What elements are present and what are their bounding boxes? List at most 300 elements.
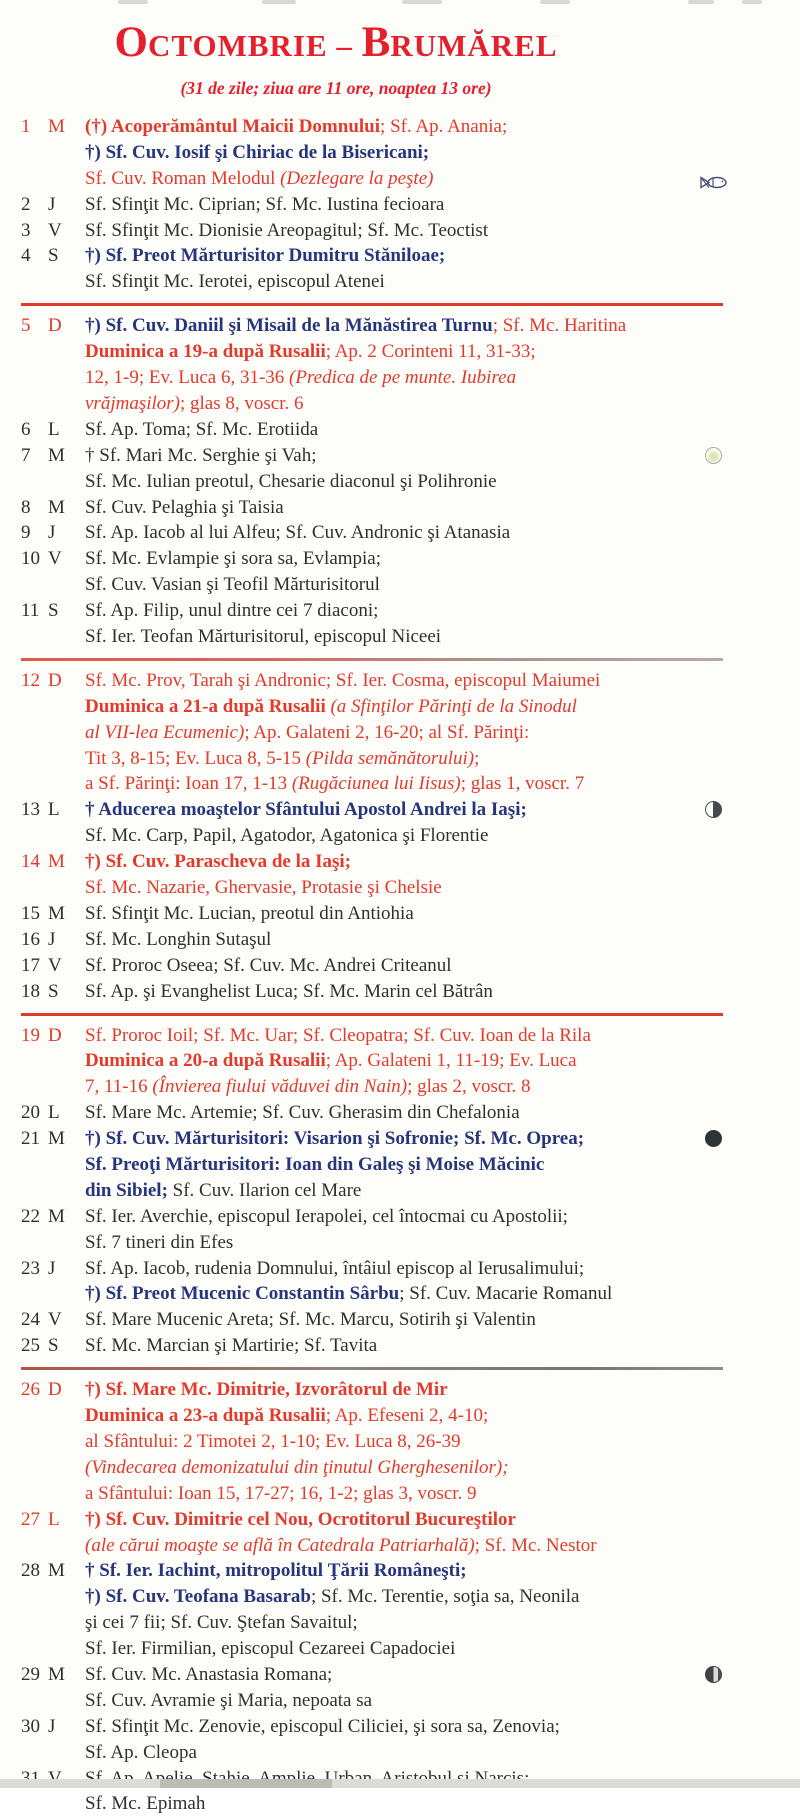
text-segment: al VII-lea Ecumenic)	[85, 721, 245, 743]
day-label	[0, 1307, 85, 1333]
text-segment: ; Ap. 2 Corinteni 11, 31-33;	[325, 341, 536, 363]
text-segment: Sf. Proroc Ioil; Sf. Mc. Uar; Sf. Cleopatra; Sf. Cuv. Ioan de la Rila	[85, 1024, 591, 1046]
calendar-row-4	[0, 243, 800, 295]
day-label	[0, 243, 85, 295]
text-segment: (ale cărui moaşte se află în Catedrala Patriarhală)	[85, 1534, 475, 1556]
text-segment: (Vindecarea demonizatului din ţinutul Gherghesenilor);	[85, 1456, 509, 1478]
text-segment: Sf. Mc. Nazarie, Ghervasie, Protasie şi Chelsie	[85, 877, 442, 899]
weekday-letter: V	[48, 954, 62, 976]
day-number: 21	[21, 1128, 40, 1150]
scan-dash	[540, 0, 570, 4]
entry-line	[85, 495, 800, 521]
calendar-row-19	[0, 1023, 800, 1101]
text-segment: a Sfântului: Ioan 15, 17-27; 16, 1-2; glas 3, voscr. 9	[85, 1482, 477, 1504]
weekday-letter: S	[48, 1335, 59, 1357]
entry-line	[85, 823, 800, 849]
calendar-row-27	[0, 1507, 800, 1559]
text-segment: †) Sf. Preot Mărturisitor Dumitru Stăniloae;	[85, 245, 446, 267]
text-segment: †) Sf. Cuv. Mărturisitori: Visarion şi Sofronie; Sf. Mc. Oprea;	[85, 1128, 585, 1150]
entry-line	[85, 1023, 800, 1049]
entry-line	[85, 218, 800, 244]
text-segment: †) Sf. Cuv. Dimitrie cel Nou, Ocrotitorul Bucureştilor	[85, 1508, 516, 1530]
text-segment: Sf. Mc. Carp, Papil, Agatodor, Agatonica şi Florentie	[85, 825, 489, 847]
text-segment: ;	[492, 315, 503, 337]
weekday-letter: S	[48, 600, 59, 622]
text-segment: 12, 1-9; Ev. Luca 6, 31-36	[85, 367, 290, 389]
text-segment: 7, 11-16	[85, 1076, 153, 1098]
entry-line	[85, 339, 800, 365]
text-segment: ;	[474, 747, 480, 769]
text-segment: Sf. Mc. Haritina	[502, 315, 627, 337]
fish-icon	[699, 172, 729, 187]
entry-lines	[85, 1662, 800, 1714]
day-label	[0, 546, 85, 598]
entry-line	[85, 1610, 800, 1636]
entry-line	[85, 114, 800, 140]
scan-dash	[262, 0, 296, 4]
separator-line	[21, 658, 723, 661]
text-segment: (Învierea fiului văduvei din Nain)	[152, 1076, 408, 1098]
entry-line	[85, 1636, 800, 1662]
text-segment: Sf. Cuv. Roman Melodul	[85, 167, 281, 189]
entry-lines	[85, 1126, 800, 1204]
weekday-letter: V	[48, 548, 62, 570]
entry-line	[85, 1074, 800, 1100]
day-label	[0, 668, 85, 797]
text-segment: Sf. Cuv. Ilarion cel Mare	[167, 1179, 362, 1201]
title-dash: –	[327, 28, 362, 63]
text-segment: (Predica de pe munte. Iubirea	[289, 367, 517, 389]
text-segment: Sf. Mare Mucenic Areta; Sf. Mc. Marcu, Sotirih şi Valentin	[85, 1309, 536, 1331]
entry-line	[85, 166, 800, 192]
entry-line	[85, 720, 800, 746]
day-label	[0, 901, 85, 927]
text-segment: Sf. Ap. Iacob, rudenia Domnului, întâiul episcop al Ierusalimului;	[85, 1257, 585, 1279]
weekday-letter: M	[48, 1663, 65, 1685]
entry-line	[85, 140, 800, 166]
day-label	[0, 797, 85, 849]
day-number: 7	[21, 444, 31, 466]
calendar-row-3	[0, 218, 800, 244]
day-number: 14	[21, 851, 40, 873]
weekday-letter: L	[48, 1102, 60, 1124]
calendar-row-21	[0, 1126, 800, 1204]
scan-dash	[160, 1779, 332, 1788]
entry-line	[85, 1455, 800, 1481]
day-label	[0, 495, 85, 521]
scan-dash	[402, 0, 442, 4]
entry-lines	[85, 1714, 800, 1766]
text-segment: Sf. Mare Mc. Artemie; Sf. Cuv. Gherasim din Chefalonia	[85, 1102, 520, 1124]
entry-lines	[85, 797, 800, 849]
text-segment: Sf. Sfinţit Mc. Ciprian; Sf. Mc. Iustina fecioara	[85, 193, 445, 215]
entry-lines	[85, 598, 800, 650]
entry-line	[85, 1048, 800, 1074]
weekday-letter: M	[48, 902, 65, 924]
title-text: CTOMBRIE	[147, 28, 328, 63]
calendar-row-11	[0, 598, 800, 650]
entry-line	[85, 1307, 800, 1333]
day-label	[0, 1100, 85, 1126]
day-label	[0, 313, 85, 417]
text-segment: Duminica a 21-a după Rusalii	[85, 695, 331, 717]
page-header	[0, 0, 672, 99]
weekday-letter: J	[48, 1257, 56, 1279]
weekday-letter: J	[48, 928, 56, 950]
calendar-row-7	[0, 443, 800, 495]
entry-line	[85, 192, 800, 218]
entry-line	[85, 443, 800, 469]
text-segment: Duminica a 19-a după Rusalii	[85, 341, 326, 363]
text-segment: Sf. Sfinţit Mc. Ierotei, episcopul Atenei	[85, 271, 385, 293]
entry-lines	[85, 443, 800, 495]
text-segment: †) Sf. Cuv. Daniil şi Misail de la Mănăstirea Turnu	[85, 315, 493, 337]
calendar-row-6	[0, 417, 800, 443]
entry-line	[85, 797, 800, 823]
entry-lines	[85, 927, 800, 953]
entry-line	[85, 1100, 800, 1126]
text-segment: Sf. Ap. Iacob al lui Alfeu; Sf. Cuv. Andronic şi Atanasia	[85, 522, 511, 544]
text-segment: Sf. Ap. Filip, unul dintre cei 7 diaconi;	[85, 600, 379, 622]
calendar-row-15	[0, 901, 800, 927]
entry-lines	[85, 520, 800, 546]
day-number: 26	[21, 1379, 40, 1401]
day-label	[0, 443, 85, 495]
entry-line	[85, 469, 800, 495]
day-label	[0, 1766, 85, 1817]
entry-line	[85, 694, 800, 720]
separator-line	[21, 303, 723, 306]
text-segment: Sf. Preoţi Mărturisitori: Ioan din Galeş şi Moise Măcinic	[85, 1154, 545, 1175]
day-label	[0, 979, 85, 1005]
weekday-letter: D	[48, 1024, 62, 1046]
weekday-letter: L	[48, 799, 60, 821]
calendar-row-29	[0, 1662, 800, 1714]
entry-lines	[85, 1333, 800, 1359]
text-segment: Duminica a 23-a după Rusalii	[85, 1405, 326, 1427]
entry-lines	[85, 1507, 800, 1559]
text-segment: †) Sf. Cuv. Teofana Basarab	[85, 1586, 311, 1608]
day-number: 20	[21, 1102, 40, 1124]
month-subtitle: (31 de zile; ziua are 11 ore, noaptea 13 ore)	[180, 78, 492, 98]
entry-lines	[85, 668, 800, 797]
calendar-row-8	[0, 495, 800, 521]
text-segment: Sf. Cuv. Pelaghia şi Taisia	[85, 496, 284, 518]
entry-line	[85, 1204, 800, 1230]
day-number: 9	[21, 522, 31, 544]
entry-line	[85, 1230, 800, 1256]
text-segment: Sf. Cuv. Avramie şi Maria, nepoata sa	[85, 1689, 373, 1711]
text-segment: ; Ap. Galateni 2, 16-20; al Sf. Părinţi:	[244, 721, 530, 743]
weekday-letter: L	[48, 418, 60, 440]
text-segment: Sf. Sfinţit Mc. Dionisie Areopagitul; Sf. Mc. Teoctist	[85, 219, 489, 241]
text-segment: † Sf. Mari Mc. Serghie şi Vah;	[85, 444, 317, 466]
day-number: 19	[21, 1024, 40, 1046]
separator-line	[21, 1013, 723, 1016]
calendar-row-30	[0, 1714, 800, 1766]
calendar-row-16	[0, 927, 800, 953]
weekday-letter: J	[48, 522, 56, 544]
scan-dash	[688, 0, 714, 4]
calendar-row-18	[0, 979, 800, 1005]
text-segment: (Rugăciunea lui Iisus)	[291, 773, 461, 795]
title-text: RUMĂREL	[390, 28, 558, 63]
day-label	[0, 417, 85, 443]
day-number: 1	[21, 116, 31, 137]
day-number: 25	[21, 1335, 40, 1357]
calendar-row-12	[0, 668, 800, 797]
weekday-letter: M	[48, 444, 65, 466]
day-number: 12	[21, 669, 40, 691]
text-segment: a Sf. Părinţi: Ioan 17, 1-13	[85, 773, 292, 795]
weekday-letter: D	[48, 315, 62, 337]
calendar-row-31	[0, 1766, 800, 1817]
day-label	[0, 1558, 85, 1662]
day-number: 23	[21, 1257, 40, 1279]
weekday-letter: D	[48, 1379, 62, 1401]
entry-line	[85, 1714, 800, 1740]
day-number: 4	[21, 245, 31, 267]
day-number: 3	[21, 219, 31, 241]
entry-lines	[85, 1766, 800, 1817]
weekday-letter: V	[48, 1309, 62, 1331]
title-initial: B	[361, 19, 391, 66]
calendar-row-28	[0, 1558, 800, 1662]
text-segment: ; Sf. Cuv. Macarie Romanul	[399, 1283, 613, 1305]
text-segment: ; glas 8, voscr. 6	[180, 392, 304, 414]
entry-lines	[85, 1100, 800, 1126]
entry-line	[85, 313, 800, 339]
day-number: 8	[21, 496, 31, 518]
weekday-letter: J	[48, 1715, 56, 1737]
calendar-row-2	[0, 192, 800, 218]
entry-line	[85, 520, 800, 546]
day-label	[0, 1333, 85, 1359]
text-segment: al Sfântului: 2 Timotei 2, 1-10; Ev. Luca 8, 26-39	[85, 1430, 461, 1452]
calendar-row-23	[0, 1256, 800, 1308]
entry-lines	[85, 979, 800, 1005]
text-segment: (Pilda semănătorului)	[305, 747, 475, 769]
text-segment: Sf. 7 tineri din Efes	[85, 1231, 234, 1253]
entry-lines	[85, 1307, 800, 1333]
entry-line	[85, 953, 800, 979]
entry-lines	[85, 1377, 800, 1506]
text-segment: ; Sf. Mc. Terentie, soţia sa, Neonila	[310, 1586, 580, 1608]
day-number: 27	[21, 1508, 40, 1530]
weekday-letter: V	[48, 219, 62, 241]
day-number: 16	[21, 928, 40, 950]
calendar-row-14	[0, 849, 800, 901]
calendar-row-1	[0, 114, 800, 192]
weekday-letter: D	[48, 669, 62, 691]
text-segment: Sf. Ap. Anania;	[390, 116, 508, 137]
text-segment: Sf. Sfinţit Mc. Zenovie, episcopul Ciliciei, şi sora sa, Zenovia;	[85, 1715, 560, 1737]
day-label	[0, 598, 85, 650]
text-segment: Sf. Ier. Firmilian, episcopul Cezareei Capadociei	[85, 1638, 456, 1660]
day-number: 13	[21, 799, 40, 821]
moon-last-icon	[705, 1666, 722, 1683]
entry-line	[85, 1281, 800, 1307]
entry-line	[85, 1377, 800, 1403]
day-number: 10	[21, 548, 40, 570]
text-segment: †) Sf. Preot Mucenic Constantin Sârbu	[85, 1283, 400, 1305]
calendar-row-5	[0, 313, 800, 417]
entry-lines	[85, 313, 800, 417]
text-segment: Sf. Mc. Marcian şi Martirie; Sf. Tavita	[85, 1335, 378, 1357]
entry-line	[85, 1584, 800, 1610]
entry-line	[85, 243, 800, 269]
text-segment: ; Ap. Galateni 1, 11-19; Ev. Luca	[325, 1050, 577, 1072]
text-segment: Sf. Cuv. Mc. Anastasia Romana;	[85, 1663, 333, 1685]
day-label	[0, 520, 85, 546]
entry-lines	[85, 114, 800, 192]
entry-line	[85, 624, 800, 650]
scan-artifact-bottom	[0, 1779, 800, 1788]
entry-line	[85, 1740, 800, 1766]
day-label	[0, 1204, 85, 1256]
text-segment: Sf. Ier. Averchie, episcopul Ierapolei, cel întocmai cu Apostolii;	[85, 1205, 568, 1227]
entry-line	[85, 1507, 800, 1533]
entry-line	[85, 901, 800, 927]
text-segment: Duminica a 20-a după Rusalii	[85, 1050, 326, 1072]
scan-dash	[742, 0, 762, 4]
text-segment: Sf. Ap. Toma; Sf. Mc. Erotiida	[85, 418, 319, 440]
entry-lines	[85, 1558, 800, 1662]
moon-first-icon	[705, 801, 722, 818]
day-number: 29	[21, 1663, 40, 1685]
text-segment: †) Sf. Cuv. Parascheva de la Iaşi;	[85, 851, 351, 873]
text-segment: (a Sfinţilor Părinţi de la Sinodul	[330, 695, 577, 717]
calendar-row-10	[0, 546, 800, 598]
entry-line	[85, 849, 800, 875]
text-segment: Sf. Cuv. Vasian şi Teofil Mărturisitorul	[85, 574, 380, 596]
entry-lines	[85, 1256, 800, 1308]
day-label	[0, 1662, 85, 1714]
calendar-row-17	[0, 953, 800, 979]
weekday-letter: J	[48, 193, 56, 215]
day-label	[0, 114, 85, 192]
day-label	[0, 1714, 85, 1766]
text-segment: Sf. Sfinţit Mc. Lucian, preotul din Antiohia	[85, 902, 414, 924]
weekday-letter: M	[48, 851, 65, 873]
calendar-row-22	[0, 1204, 800, 1256]
day-label	[0, 1023, 85, 1101]
text-segment: Sf. Proroc Oseea; Sf. Cuv. Mc. Andrei Criteanul	[85, 954, 452, 976]
entry-lines	[85, 1023, 800, 1101]
entry-line	[85, 417, 800, 443]
entry-lines	[85, 953, 800, 979]
moon-new-icon	[705, 447, 722, 464]
day-label	[0, 1256, 85, 1308]
day-label	[0, 218, 85, 244]
entry-line	[85, 1688, 800, 1714]
text-segment: şi cei 7 fii; Sf. Cuv. Ştefan Savaitul;	[85, 1612, 358, 1634]
weekday-letter: M	[48, 1560, 65, 1582]
weekday-letter: S	[48, 245, 59, 267]
text-segment: vrăjmaşilor)	[85, 392, 180, 414]
entry-line	[85, 1178, 800, 1204]
day-number: 18	[21, 980, 40, 1002]
scan-artifact-top	[0, 0, 800, 5]
text-segment: Sf. Ap. şi Evanghelist Luca; Sf. Mc. Marin cel Bătrân	[85, 980, 493, 1002]
text-segment: ;	[380, 116, 391, 137]
calendar-row-24	[0, 1307, 800, 1333]
entry-line	[85, 927, 800, 953]
scan-dash	[118, 0, 148, 4]
day-label	[0, 1126, 85, 1204]
text-segment: ; glas 1, voscr. 7	[460, 773, 585, 795]
entry-line	[85, 269, 800, 295]
day-label	[0, 192, 85, 218]
entry-line	[85, 668, 800, 694]
entry-lines	[85, 218, 800, 244]
entry-lines	[85, 417, 800, 443]
day-number: 5	[21, 315, 31, 337]
day-number: 6	[21, 418, 31, 440]
calendar-row-20	[0, 1100, 800, 1126]
weekday-letter: S	[48, 980, 59, 1002]
entry-line	[85, 1558, 800, 1584]
day-label	[0, 1377, 85, 1506]
entry-line	[85, 979, 800, 1005]
month-title	[0, 20, 672, 75]
entry-line	[85, 1481, 800, 1507]
text-segment: † Aducerea moaştelor Sfântului Apostol Andrei la Iaşi;	[85, 799, 527, 821]
entry-line	[85, 1429, 800, 1455]
text-segment: †) Sf. Mare Mc. Dimitrie, Izvorâtorul de Mir	[85, 1379, 448, 1401]
entry-line	[85, 1126, 800, 1152]
day-number: 15	[21, 902, 40, 924]
text-segment: din Sibiel;	[85, 1179, 168, 1201]
text-segment: (†) Acoperământul Maicii Domnului	[85, 116, 381, 137]
day-number: 24	[21, 1309, 40, 1331]
text-segment: (Dezlegare la peşte)	[280, 167, 434, 189]
entry-line	[85, 391, 800, 417]
entry-line	[85, 1256, 800, 1282]
separator-line	[21, 1367, 723, 1370]
day-label	[0, 927, 85, 953]
calendar-row-26	[0, 1377, 800, 1506]
calendar-row-9	[0, 520, 800, 546]
entry-line	[85, 1152, 800, 1178]
text-segment: Tit 3, 8-15; Ev. Luca 8, 5-15	[85, 747, 306, 769]
entry-line	[85, 746, 800, 772]
text-segment: † Sf. Ier. Iachint, mitropolitul Ţării Româneşti;	[85, 1560, 467, 1582]
entry-lines	[85, 192, 800, 218]
entry-lines	[85, 901, 800, 927]
day-label	[0, 849, 85, 901]
day-label	[0, 953, 85, 979]
entry-line	[85, 1533, 800, 1559]
entry-line	[85, 546, 800, 572]
moon-full-icon	[705, 1130, 722, 1147]
entry-lines	[85, 243, 800, 295]
calendar-row-25	[0, 1333, 800, 1359]
calendar-rows	[0, 114, 800, 1817]
weekday-letter: L	[48, 1508, 60, 1530]
day-number: 17	[21, 954, 40, 976]
entry-line	[85, 598, 800, 624]
text-segment: ; glas 2, voscr. 8	[407, 1076, 531, 1098]
day-number: 22	[21, 1205, 40, 1227]
day-number: 11	[21, 600, 40, 622]
text-segment: ; Ap. Efeseni 2, 4-10;	[325, 1405, 489, 1427]
entry-line	[85, 1662, 800, 1688]
text-segment: Sf. Mc. Longhin Sutaşul	[85, 928, 272, 950]
text-segment: Sf. Ap. Cleopa	[85, 1741, 197, 1763]
calendar-row-13	[0, 797, 800, 849]
weekday-letter: M	[48, 116, 65, 137]
